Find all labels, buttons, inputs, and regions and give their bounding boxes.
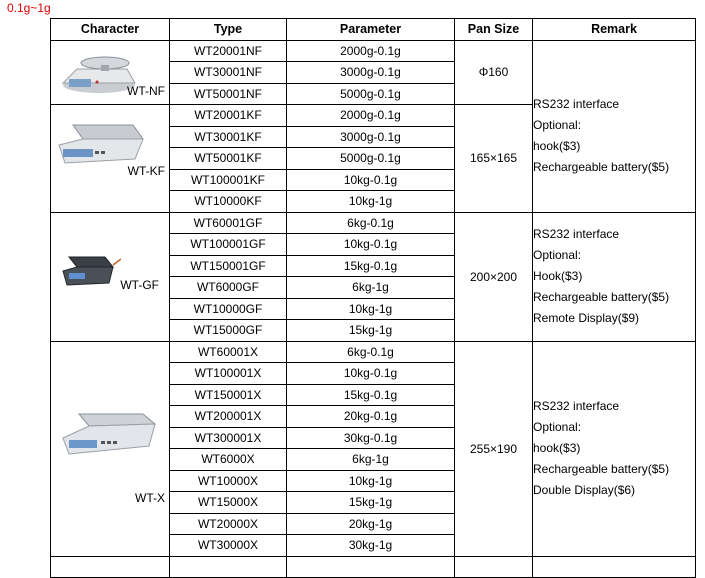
large-platform-scale-icon: [59, 408, 157, 464]
remark-line: hook($3): [533, 139, 581, 153]
type-cell: WT6000X: [170, 449, 287, 471]
parameter-cell: 15kg-0.1g: [287, 384, 455, 406]
header-pan-size: Pan Size: [455, 19, 533, 41]
parameter-cell: 2000g-0.1g: [287, 105, 455, 127]
character-cell-nf: [51, 40, 170, 105]
pan-size-cell: 255×190: [455, 341, 533, 556]
parameter-cell: 6kg-0.1g: [287, 341, 455, 363]
remark-line: Rechargeable battery($5): [533, 160, 670, 174]
type-cell: WT15000GF: [170, 320, 287, 342]
remark-line: Double Display($6): [533, 483, 636, 497]
parameter-cell: 3000g-0.1g: [287, 62, 455, 84]
parameter-cell: 5000g-0.1g: [287, 148, 455, 170]
parameter-cell: 10kg-0.1g: [287, 363, 455, 385]
character-cell-x: [51, 341, 170, 556]
header-remark: Remark: [533, 19, 696, 41]
parameter-cell: 15kg-0.1g: [287, 255, 455, 277]
remark-line: Remote Display($9): [533, 311, 640, 325]
type-cell: WT50001KF: [170, 148, 287, 170]
type-cell: WT10000GF: [170, 298, 287, 320]
header-character: Character: [51, 19, 170, 41]
parameter-cell: 10kg-1g: [287, 298, 455, 320]
type-cell: WT20001KF: [170, 105, 287, 127]
type-cell: WT150001X: [170, 384, 287, 406]
remark-line: Optional:: [533, 248, 582, 262]
remark-line: hook($3): [533, 441, 581, 455]
parameter-cell: 30kg-1g: [287, 535, 455, 557]
parameter-cell: 2000g-0.1g: [287, 40, 455, 62]
pan-size-cell: Φ160: [455, 40, 533, 105]
dark-scale-icon: [59, 253, 121, 293]
type-cell: WT60001X: [170, 341, 287, 363]
parameter-cell: 10kg-0.1g: [287, 169, 455, 191]
parameter-cell: 30kg-0.1g: [287, 427, 455, 449]
type-cell: WT100001X: [170, 363, 287, 385]
spec-table: [50, 18, 696, 578]
remark-line: Optional:: [533, 420, 582, 434]
type-cell: WT50001NF: [170, 83, 287, 105]
character-label: WT-GF: [120, 277, 159, 292]
parameter-cell: 5000g-0.1g: [287, 83, 455, 105]
remark-line: Rechargeable battery($5): [533, 462, 670, 476]
parameter-cell: 15kg-1g: [287, 320, 455, 342]
table-row: [51, 212, 696, 234]
type-cell: WT30000X: [170, 535, 287, 557]
remark-line: RS232 interface: [533, 227, 620, 241]
type-cell: WT300001X: [170, 427, 287, 449]
type-cell: WT100001GF: [170, 234, 287, 256]
type-cell: WT10000KF: [170, 191, 287, 213]
remark-cell-gf: [533, 212, 696, 341]
type-cell: WT20001NF: [170, 40, 287, 62]
type-cell: WT30001KF: [170, 126, 287, 148]
pan-size-cell: 200×200: [455, 212, 533, 341]
type-cell: WT20000X: [170, 513, 287, 535]
remark-cell-x: [533, 341, 696, 556]
character-cell-gf: [51, 212, 170, 341]
type-cell: WT150001GF: [170, 255, 287, 277]
type-cell: WT10000X: [170, 470, 287, 492]
header-type: Type: [170, 19, 287, 41]
header-parameter: Parameter: [287, 19, 455, 41]
character-label: WT-KF: [127, 164, 165, 178]
header-row: [51, 19, 696, 41]
parameter-cell: 10kg-1g: [287, 191, 455, 213]
type-cell: WT30001NF: [170, 62, 287, 84]
remark-cell-nf-kf: [533, 40, 696, 212]
parameter-cell: 20kg-1g: [287, 513, 455, 535]
remark-line: Optional:: [533, 118, 582, 132]
type-cell: WT100001KF: [170, 169, 287, 191]
parameter-cell: 20kg-0.1g: [287, 406, 455, 428]
type-cell: WT6000GF: [170, 277, 287, 299]
character-cell-kf: [51, 105, 170, 213]
parameter-cell: 3000g-0.1g: [287, 126, 455, 148]
range-label: 0.1g~1g: [7, 1, 51, 15]
table-row: [51, 341, 696, 363]
remark-line: Hook($3): [533, 269, 583, 283]
type-cell: WT200001X: [170, 406, 287, 428]
character-label: WT-X: [135, 490, 165, 505]
pan-size-cell: 165×165: [455, 105, 533, 213]
remark-line: RS232 interface: [533, 97, 620, 111]
remark-line: Rechargeable battery($5): [533, 290, 670, 304]
table-row: [51, 40, 696, 62]
parameter-cell: 6kg-0.1g: [287, 212, 455, 234]
type-cell: WT15000X: [170, 492, 287, 514]
parameter-cell: 10kg-1g: [287, 470, 455, 492]
remark-line: RS232 interface: [533, 399, 620, 413]
parameter-cell: 10kg-0.1g: [287, 234, 455, 256]
round-pan-scale-icon: [57, 45, 137, 97]
parameter-cell: 6kg-1g: [287, 449, 455, 471]
parameter-cell: 15kg-1g: [287, 492, 455, 514]
type-cell: WT60001GF: [170, 212, 287, 234]
character-label: WT-NF: [127, 83, 165, 98]
table-row-cut-off: [51, 556, 696, 578]
parameter-cell: 6kg-1g: [287, 277, 455, 299]
